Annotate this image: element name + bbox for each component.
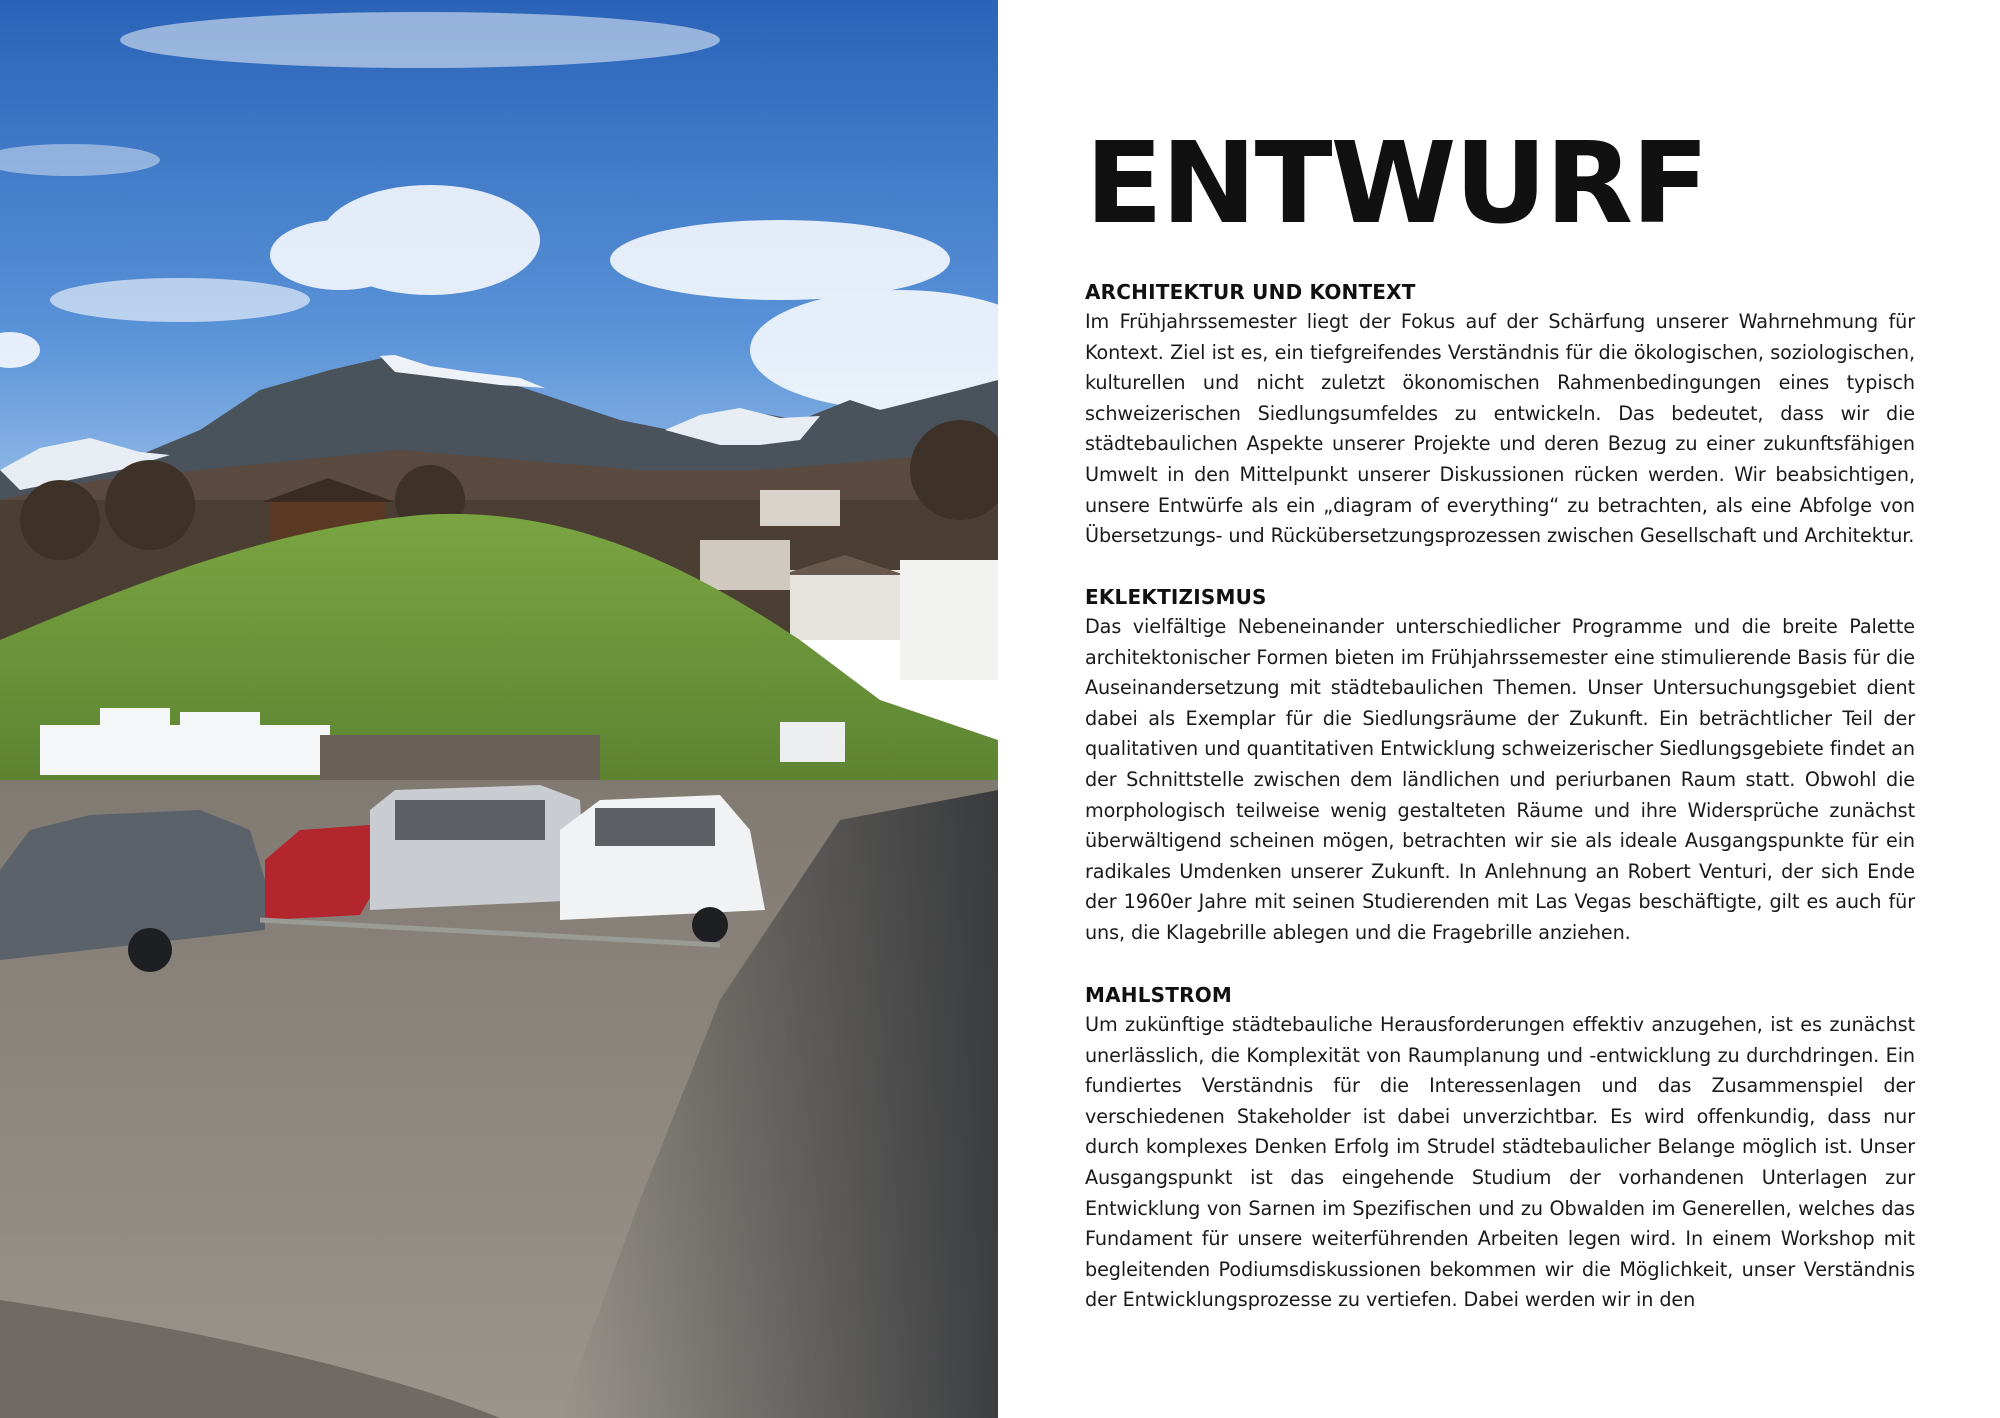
section-heading: MAHLSTROM xyxy=(1085,983,1233,1007)
landscape-photo xyxy=(0,0,998,1418)
section-body: Um zukünftige städtebauliche Herausforderungen effektiv anzugehen, ist es zunächst unerlässlich, die Komplexität von Raumplanung und -entwicklung zu durchdringen. Ein fundiertes Verständnis für die Interessenlagen und das Zusammenspiel der verschiedenen Stakeholder ist dabei unverzichtbar. Es wird offenkundig, dass nur durch komplexes Denken Erfolg im Strudel städtebaulicher Belange möglich ist. Unser Ausgangspunkt ist das eingehende Studium der vorhandenen Unterlagen zur Entwicklung von Sarnen im Spezifischen und zu Obwalden im Generellen, welches das Fundament für unsere weiterführenden Arbeiten legen wird. In einem Workshop mit begleitenden Podiumsdiskussionen bekommen wir die Möglichkeit, unser Verständnis der Entwicklungsprozesse zu vertiefen. Dabei werden wir in den xyxy=(1085,1013,1915,1312)
section-mahlstrom xyxy=(1085,980,1915,1316)
section-architektur-und-kontext xyxy=(1085,277,1915,552)
section-heading: EKLEKTIZISMUS xyxy=(1085,585,1267,609)
section-body: Das vielfältige Nebeneinander unterschiedlicher Programme und die breite Palette architektonischer Formen bieten im Frühjahrssemester eine stimulierende Basis für die Auseinandersetzung mit städtebaulichen Themen. Unser Untersuchungsgebiet dient dabei als Exemplar für die Siedlungsräume der Zukunft. Ein beträchtlicher Teil der qualitativen und quantitativen Entwicklung schweizerischer Siedlungsgebiete findet an der Schnittstelle zwischen dem ländlichen und periurbanen Raum statt. Obwohl die morphologisch teilweise wenig gestalteten Räume und ihre Widersprüche zunächst überwältigend scheinen mögen, betrachten wir sie als ideale Ausgangspunkte für ein radikales Umdenken unserer Zukunft. In Anlehnung an Robert Venturi, der sich Ende der 1960er Jahre mit seinen Studierenden mit Las Vegas beschäftigte, gilt es auch für uns, die Klagebrille ablegen und die Fragebrille anziehen. xyxy=(1085,615,1915,944)
section-body: Im Frühjahrssemester liegt der Fokus auf der Schärfung unserer Wahrnehmung für Kontext. Ziel ist es, ein tiefgreifendes Verständnis für die ökologischen, soziologischen, kulturellen und nicht zuletzt ökonomischen Rahmenbedingungen eines typisch schweizerischen Siedlungsumfeldes zu entwickeln. Das bedeutet, dass wir die städtebaulichen Aspekte unserer Projekte und deren Bezug zu einer zukunftsfähigen Umwelt in den Mittelpunkt unserer Diskussionen rücken werden. Wir beabsichtigen, unsere Entwürfe als ein „diagram of everything“ zu betrachten, als eine Abfolge von Übersetzungs- und Rückübersetzungsprozessen zwischen Gesellschaft und Architektur. xyxy=(1085,310,1915,548)
page-title: ENTWURF xyxy=(1085,119,1708,249)
photo-illustration xyxy=(0,0,998,1418)
section-eklektizismus xyxy=(1085,582,1915,949)
section-heading: ARCHITEKTUR UND KONTEXT xyxy=(1085,280,1416,304)
